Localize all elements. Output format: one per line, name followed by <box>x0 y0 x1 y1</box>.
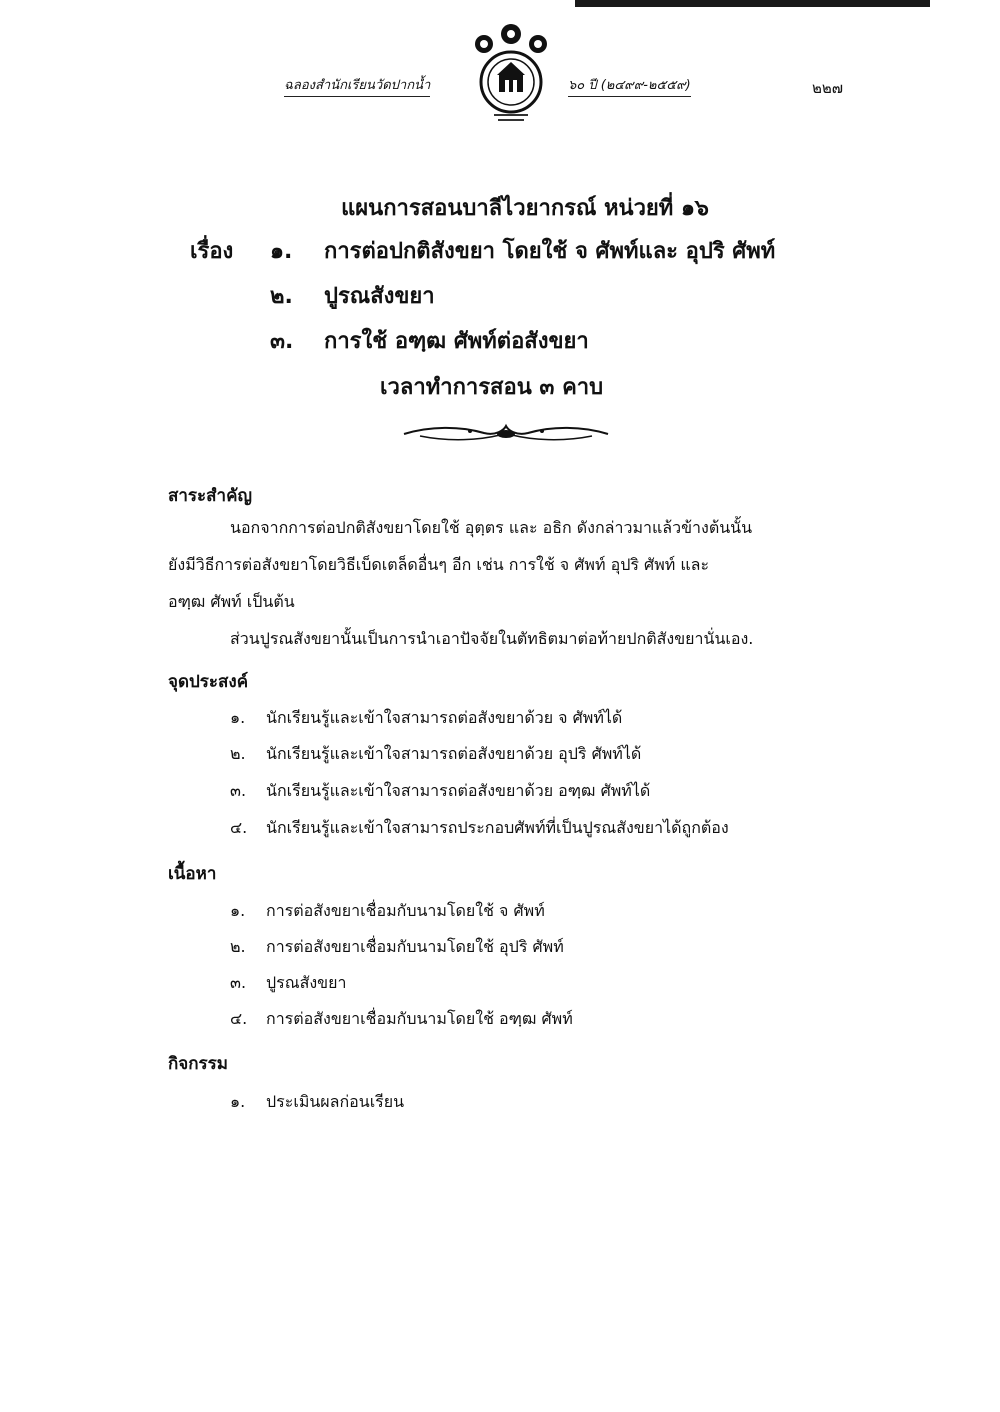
content-item <box>230 899 545 924</box>
topic-item-number: ๓. <box>270 329 294 354</box>
objective-text: นักเรียนรู้และเข้าใจสามารถประกอบศัพท์ที่เป็นปูรณสังขยาได้ถูกต้อง <box>266 818 729 837</box>
top-border-rule <box>575 0 930 7</box>
decorative-divider <box>400 422 612 444</box>
content-text: การต่อสังขยาเชื่อมกับนามโดยใช้ จ ศัพท์ <box>266 901 545 920</box>
content-number: ๓. <box>230 973 247 992</box>
essence-line: นอกจากการต่อปกติสังขยาโดยใช้ อุตฺตร และ อธิก ดังกล่าวมาแล้วข้างต้นนั้น <box>230 518 753 537</box>
content-text: การต่อสังขยาเชื่อมกับนามโดยใช้ อุปริ ศัพท์ <box>266 937 564 956</box>
content-text: ปูรณสังขยา <box>266 973 347 992</box>
page-title: แผนการสอนบาลีไวยากรณ์ หน่วยที่ ๑๖ <box>341 196 709 221</box>
essence-line: ส่วนปูรณสังขยานั้นเป็นการนำเอาปัจจัยในตัทธิตมาต่อท้ายปกติสังขยานั่นเอง. <box>230 629 754 648</box>
header-celebration-text: ฉลองสำนักเรียนวัดปากน้ำ <box>284 74 430 97</box>
objectives-heading: จุดประสงค์ <box>168 672 249 692</box>
page-number: ๒๒๗ <box>812 79 844 97</box>
teaching-time: เวลาทำการสอน ๓ คาบ <box>380 375 604 400</box>
objective-text: นักเรียนรู้และเข้าใจสามารถต่อสังขยาด้วย อฑฺฒ ศัพท์ได้ <box>266 781 651 800</box>
content-number: ๑. <box>230 901 246 920</box>
topic-item-number: ๒. <box>270 284 293 309</box>
objective-number: ๓. <box>230 781 247 800</box>
topic-label: เรื่อง <box>190 239 234 264</box>
activity-number: ๑. <box>230 1092 246 1111</box>
essence-line: ยังมีวิธีการต่อสังขยาโดยวิธีเบ็ดเตล็ดอื่นๆ อีก เช่น การใช้ จ ศัพท์ อุปริ ศัพท์ และ <box>168 555 710 574</box>
topic-item <box>270 233 775 268</box>
content-item <box>230 1007 573 1032</box>
essence-line: อฑฺฒ ศัพท์ เป็นต้น <box>168 592 295 611</box>
content-text: การต่อสังขยาเชื่อมกับนามโดยใช้ อฑฺฒ ศัพท์ <box>266 1009 573 1028</box>
content-number: ๔. <box>230 1009 248 1028</box>
essence-heading: สาระสำคัญ <box>168 486 252 506</box>
activities-heading: กิจกรรม <box>168 1054 229 1074</box>
objective-number: ๔. <box>230 818 248 837</box>
objective-number: ๒. <box>230 744 246 763</box>
topic-item-text: การใช้ อฑฺฒ ศัพท์ต่อสังขยา <box>324 329 589 354</box>
topic-item-text: ปูรณสังขยา <box>324 284 435 309</box>
content-item <box>230 971 346 996</box>
topic-item <box>270 278 435 313</box>
activity-text: ประเมินผลก่อนเรียน <box>266 1092 405 1111</box>
topic-item-text: การต่อปกติสังขยา โดยใช้ จ ศัพท์และ อุปริ ศัพท์ <box>324 239 776 264</box>
objective-text: นักเรียนรู้และเข้าใจสามารถต่อสังขยาด้วย อุปริ ศัพท์ได้ <box>266 744 642 763</box>
content-number: ๒. <box>230 937 246 956</box>
objective-item <box>230 706 622 731</box>
topic-item-number: ๑. <box>270 239 293 264</box>
objective-number: ๑. <box>230 708 246 727</box>
topic-item <box>270 323 589 358</box>
activity-item <box>230 1090 404 1115</box>
objective-text: นักเรียนรู้และเข้าใจสามารถต่อสังขยาด้วย จ ศัพท์ได้ <box>266 708 623 727</box>
header-anniversary-text: ๖๐ ปี (๒๔๙๙-๒๕๕๙) <box>568 74 691 97</box>
temple-seal-emblem <box>470 22 552 130</box>
objective-item <box>230 742 641 767</box>
objective-item <box>230 816 729 841</box>
content-heading: เนื้อหา <box>168 864 217 884</box>
objective-item <box>230 779 650 804</box>
content-item <box>230 935 564 960</box>
